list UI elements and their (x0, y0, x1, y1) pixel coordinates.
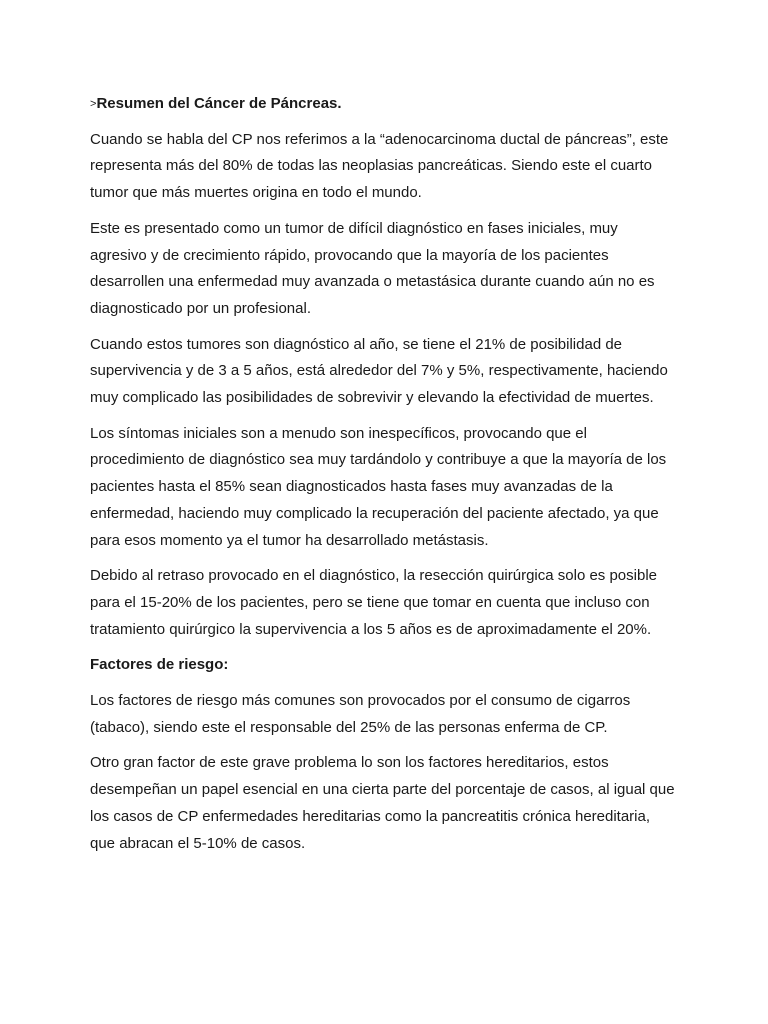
document-heading (90, 91, 690, 118)
paragraph (90, 688, 690, 741)
paragraph-line: diagnosticado por un profesional. (90, 299, 311, 317)
paragraph-line: Cuando estos tumores son diagnóstico al año, se tiene el 21% de posibilidad de (90, 335, 623, 353)
paragraph (90, 563, 690, 643)
section-summary (90, 127, 690, 644)
section-subheading: Factores de riesgo: (90, 656, 229, 674)
paragraph-line: para el 15-20% de los pacientes, pero se tiene que tomar en cuenta que incluso con (90, 593, 650, 611)
section-risk-factors (90, 688, 690, 857)
paragraph-line: supervivencia y de 3 a 5 años, está alrededor del 7% y 5%, respectivamente, haciendo (90, 362, 668, 380)
paragraph-line: Cuando se habla del CP nos referimos a la “adenocarcinoma ductal de páncreas”, este (90, 130, 669, 148)
heading-marker: > (90, 98, 97, 110)
paragraph-line: representa más del 80% de todas las neoplasias pancreáticas. Siendo este el cuarto (90, 157, 653, 175)
paragraph-line: tratamiento quirúrgico la supervivencia a los 5 años es de aproximadamente el 20%. (90, 620, 652, 638)
paragraph-line: agresivo y de crecimiento rápido, provocando que la mayoría de los pacientes (90, 246, 609, 264)
paragraph (90, 750, 690, 857)
paragraph-line: desempeñan un papel esencial en una cierta parte del porcentaje de casos, al igual que (90, 781, 675, 799)
paragraph (90, 127, 690, 207)
paragraph-line: Este es presentado como un tumor de difícil diagnóstico en fases iniciales, muy (90, 219, 618, 237)
paragraph-line: procedimiento de diagnóstico sea muy tardándolo y contribuye a que la mayoría de los (90, 451, 667, 469)
paragraph (90, 332, 690, 412)
paragraph-line: pacientes hasta el 85% sean diagnosticados hasta fases muy avanzadas de la (90, 478, 613, 496)
paragraph-line: tumor que más muertes origina en todo el mundo. (90, 184, 422, 202)
paragraph-line: muy complicado las posibilidades de sobrevivir y elevando la efectividad de muertes. (90, 389, 654, 407)
paragraph-line: Los factores de riesgo más comunes son provocados por el consumo de cigarros (90, 692, 631, 710)
paragraph-line: enfermedad, haciendo muy complicado la recuperación del paciente afectado, ya que (90, 504, 659, 522)
paragraph-line: los casos de CP enfermedades hereditarias como la pancreatitis crónica hereditaria, (90, 807, 651, 825)
heading-title: Resumen del Cáncer de Páncreas. (96, 95, 342, 112)
paragraph-line: Debido al retraso provocado en el diagnóstico, la resección quirúrgica solo es posible (90, 567, 657, 585)
paragraph-line: desarrollen una enfermedad muy avanzada o metastásica durante cuando aún no es (90, 273, 655, 291)
paragraph-line: (tabaco), siendo este el responsable del 25% de las personas enferma de CP. (90, 718, 608, 736)
paragraph-line: Otro gran factor de este grave problema lo son los factores hereditarios, estos (90, 754, 609, 772)
paragraph-line: Los síntomas iniciales son a menudo son inespecíficos, provocando que el (90, 424, 587, 442)
paragraph (90, 421, 690, 555)
paragraph-line: para esos momento ya el tumor ha desarrollado metástasis. (90, 531, 489, 549)
document-page (90, 91, 690, 866)
paragraph-line: que abracan el 5-10% de casos. (90, 834, 306, 852)
paragraph (90, 216, 690, 323)
